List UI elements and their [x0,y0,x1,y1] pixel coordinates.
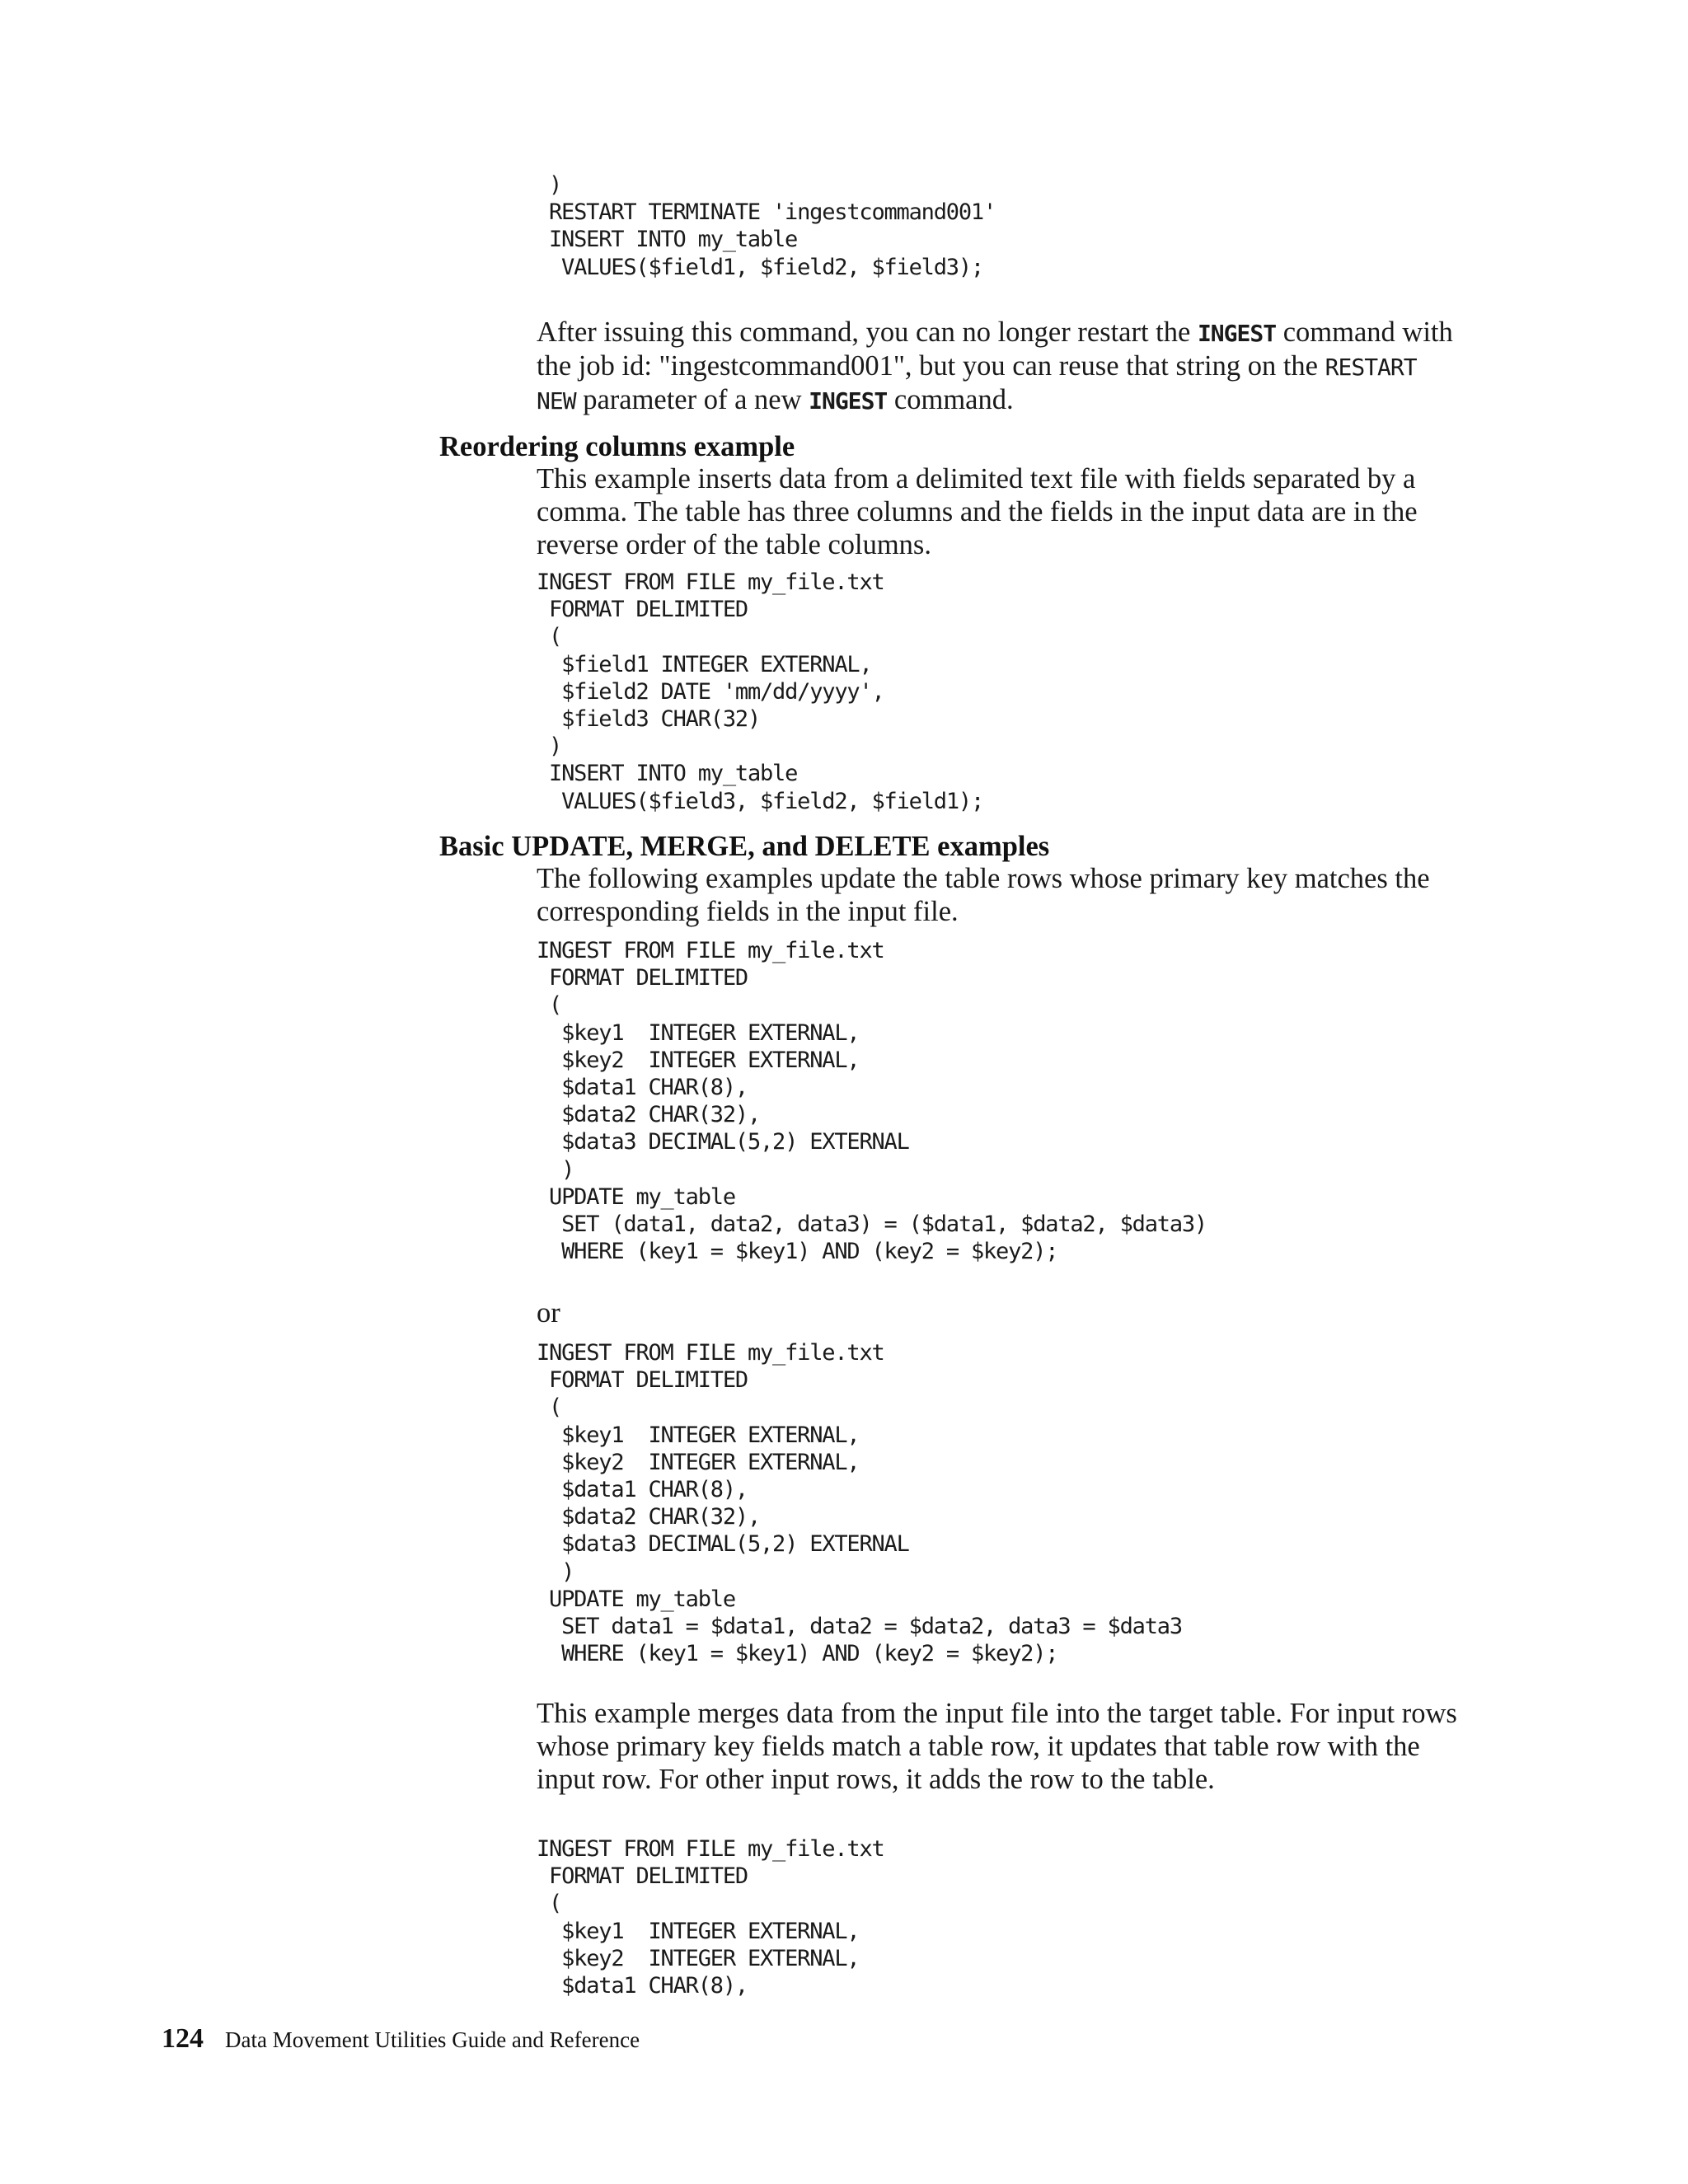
restart-note-paragraph [537,316,1468,417]
section-heading-basic: Basic UPDATE, MERGE, and DELETE examples [439,831,1050,862]
book-title: Data Movement Utilities Guide and Reference [225,2027,640,2052]
merge-paragraph: This example merges data from the input file into the target table. For input rows whose primary key fields match a table row, it updates that table row with the input row. For other input rows, it adds the row to the table. [537,1698,1457,1795]
restart-note-text-3: parameter of a new [575,383,809,415]
code-block-update-2: INGEST FROM FILE my_file.txt FORMAT DELIMITED ( $key1 INTEGER EXTERNAL, $key2 INTEGER EXTERNAL, $data1 CHAR(8), $data2 CHAR(32), $data3 DECIMAL(5,2) EXTERNAL ) UPDATE my_table SET data1 = $data1, data2 = $data2, data3 = $data3 WHERE (key1 = $key1) AND (key2 = $key2); [537,1340,1182,1667]
keyword-restart-new: RESTART NEW [537,353,1417,415]
or-text: or [537,1297,560,1329]
page-footer [162,2023,640,2055]
section-heading-reorder: Reordering columns example [439,431,795,462]
section-text-reorder: This example inserts data from a delimited text file with fields separated by a comma. The table has three columns and the fields in the input data are in the reverse order of the table columns. [537,463,1418,560]
keyword-ingest: INGEST [1197,320,1277,347]
code-block-restart-terminate: ) RESTART TERMINATE 'ingestcommand001' INSERT INTO my_table VALUES($field1, $field2, $field3); [549,172,996,280]
section-text-basic: The following examples update the table rows whose primary key matches the corresponding fields in the input file. [537,863,1430,927]
code-block-merge: INGEST FROM FILE my_file.txt FORMAT DELIMITED ( $key1 INTEGER EXTERNAL, $key2 INTEGER EXTERNAL, $data1 CHAR(8), [537,1836,884,1999]
restart-note-text-1: After issuing this command, you can no longer restart the [537,316,1198,348]
restart-note-text-2: command with the job id: "ingestcommand001", but you can reuse that string on the [537,316,1453,382]
restart-note-text-4: command. [887,383,1014,415]
keyword-ingest: INGEST [809,387,888,415]
code-block-reorder: INGEST FROM FILE my_file.txt FORMAT DELIMITED ( $field1 INTEGER EXTERNAL, $field2 DATE 'mm/dd/yyyy', $field3 CHAR(32) ) INSERT INTO my_table VALUES($field3, $field2, $field1); [537,569,983,814]
page-number: 124 [162,2023,204,2054]
code-block-update-1: INGEST FROM FILE my_file.txt FORMAT DELIMITED ( $key1 INTEGER EXTERNAL, $key2 INTEGER EXTERNAL, $data1 CHAR(8), $data2 CHAR(32), $data3 DECIMAL(5,2) EXTERNAL ) UPDATE my_table SET (data1, data2, data3) = ($data1, $data2, $data3) WHERE (key1 = $key1) AND (key2 = $key2); [537,938,1207,1265]
